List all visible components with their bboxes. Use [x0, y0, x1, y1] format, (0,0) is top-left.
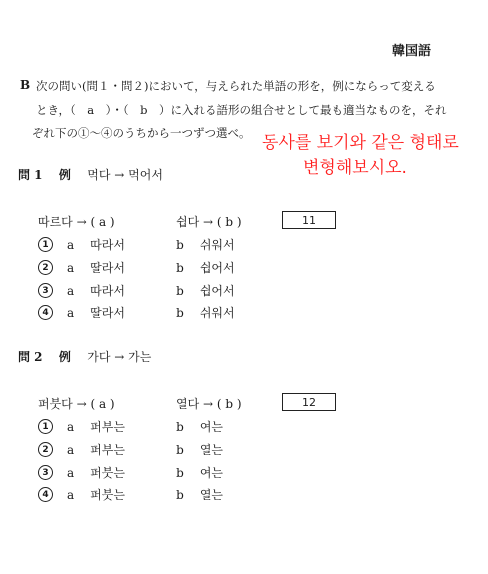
question-2-option-2[interactable] [38, 441, 223, 458]
option-a-label: a [67, 465, 75, 480]
option-a-label: a [67, 260, 75, 275]
option-number: 3 [38, 283, 53, 298]
question-1-option-4[interactable] [38, 304, 235, 321]
option-a-value: 따라서 [90, 284, 125, 298]
question-2-header [18, 348, 151, 365]
option-a-label: a [67, 487, 75, 502]
option-a-value: 퍼붓는 [90, 466, 125, 480]
option-a-label: a [67, 305, 75, 320]
option-b-value: 쉬워서 [199, 238, 235, 252]
option-b-value: 여는 [199, 466, 224, 480]
question-2-example: 가다 → 가는 [87, 350, 152, 364]
section-label: B [20, 78, 31, 92]
option-a-value: 퍼부는 [90, 420, 125, 434]
question-2-option-1[interactable] [38, 418, 223, 435]
option-number: 1 [38, 419, 53, 434]
question-2-label: 問 2 [18, 350, 43, 364]
instruction-line-2: とき，（ a ）・（ b ）に入れる語形の組合せとして最も適当なものを，それ [36, 103, 447, 117]
option-b-label: b [176, 465, 184, 480]
handwritten-note-line-2: 변형해보시오. [303, 158, 407, 178]
question-1-label: 問 1 [18, 168, 43, 182]
option-number: 4 [38, 305, 53, 320]
option-b-label: b [176, 237, 184, 252]
option-b-label: b [176, 487, 184, 502]
question-2-example-label: 例 [58, 350, 71, 364]
option-a-value: 딸라서 [90, 306, 125, 320]
instruction-line-1: 次の問い(問１・問２)において，与えられた単語の形を，例にならって変える [36, 79, 436, 93]
question-1-prompt-a: 따르다 → ( a ) [38, 215, 115, 229]
subject-title: 韓国語 [392, 44, 432, 59]
question-1-option-1[interactable] [38, 236, 235, 253]
question-2-option-3[interactable] [38, 464, 223, 481]
option-number: 1 [38, 237, 53, 252]
question-1-option-3[interactable] [38, 282, 235, 299]
question-1-header [18, 166, 163, 183]
option-a-label: a [67, 419, 75, 434]
option-b-value: 쉬워서 [199, 306, 235, 320]
question-2-prompt-a: 퍼붓다 → ( a ) [38, 397, 115, 411]
question-1-example: 먹다 → 먹어서 [87, 168, 163, 182]
option-b-value: 쉽어서 [199, 284, 235, 298]
option-number: 3 [38, 465, 53, 480]
option-b-value: 열는 [199, 443, 224, 457]
option-a-value: 퍼붓는 [90, 488, 125, 502]
option-b-label: b [176, 283, 184, 298]
option-b-value: 열는 [199, 488, 224, 502]
handwritten-note-line-1: 동사를 보기와 같은 형태로 [262, 133, 459, 153]
option-number: 2 [38, 442, 53, 457]
question-2-prompt-b: 열다 → ( b ) [176, 397, 242, 411]
option-b-value: 여는 [199, 420, 224, 434]
option-a-label: a [67, 283, 75, 298]
option-number: 4 [38, 487, 53, 502]
option-a-label: a [67, 442, 75, 457]
option-a-label: a [67, 237, 75, 252]
option-b-label: b [176, 419, 184, 434]
option-a-value: 따라서 [90, 238, 125, 252]
question-2-option-4[interactable] [38, 486, 223, 503]
question-1-option-2[interactable] [38, 259, 235, 276]
option-b-value: 쉽어서 [199, 261, 235, 275]
option-b-label: b [176, 260, 184, 275]
option-number: 2 [38, 260, 53, 275]
question-1-example-label: 例 [58, 168, 71, 182]
option-a-value: 딸라서 [90, 261, 125, 275]
question-2-answer-box[interactable]: 12 [282, 393, 336, 411]
option-b-label: b [176, 305, 184, 320]
question-1-answer-box[interactable]: 11 [282, 211, 336, 229]
option-b-label: b [176, 442, 184, 457]
question-1-prompt-b: 쉽다 → ( b ) [176, 215, 242, 229]
instruction-line-3: ぞれ下の①～④のうちから一つずつ選べ。 [32, 126, 251, 140]
option-a-value: 퍼부는 [90, 443, 125, 457]
